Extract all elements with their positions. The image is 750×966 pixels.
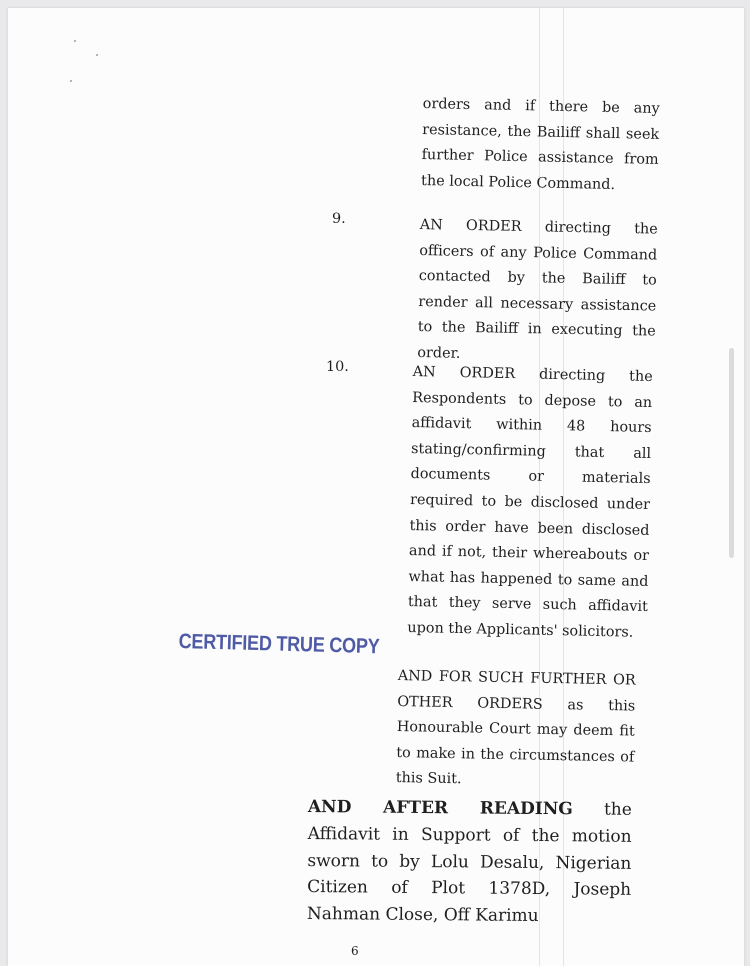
order-text-10: AN ORDER directing the Respondents to depose to an affidavit within 48 hours stating/confirming that all documents or materials required to be disclosed under this order have been disclosed and if not, their whereabouts or what has happened to same and that they serve such affidavit upon the Applicants' solicitors. <box>407 363 653 641</box>
continued-order-text: orders and if there be any resistance, the Bailiff shall seek further Police assistance from the local Police Command. <box>420 95 660 193</box>
scroll-indicator[interactable] <box>729 348 734 558</box>
further-orders-text: AND FOR SUCH FURTHER OR OTHER ORDERS as this Honourable Court may deem fit to make in the circumstances of this Suit. <box>395 667 636 788</box>
scan-speck <box>96 54 98 56</box>
page-number: 6 <box>351 944 359 958</box>
order-number-10: 10. <box>326 359 349 375</box>
scan-speck <box>70 80 72 82</box>
document-page <box>8 8 744 966</box>
closing-text: the Affidavit in Support of the motion sworn to by Lolu Desalu, Nigerian Citizen of Plot 1378D, Joseph Nahman Close, Off Karimu <box>306 799 632 927</box>
certified-true-copy-stamp: CERTIFIED TRUE COPY <box>178 630 380 659</box>
closing-lead: AND AFTER READING <box>307 796 573 820</box>
closing-paragraph <box>307 794 632 931</box>
order-number-9: 9. <box>332 211 346 227</box>
order-text-9: AN ORDER directing the officers of any Police Command contacted by the Bailiff to render all necessary assistance to the Bailiff in executing the order. <box>417 216 658 362</box>
scan-speck <box>74 40 76 42</box>
